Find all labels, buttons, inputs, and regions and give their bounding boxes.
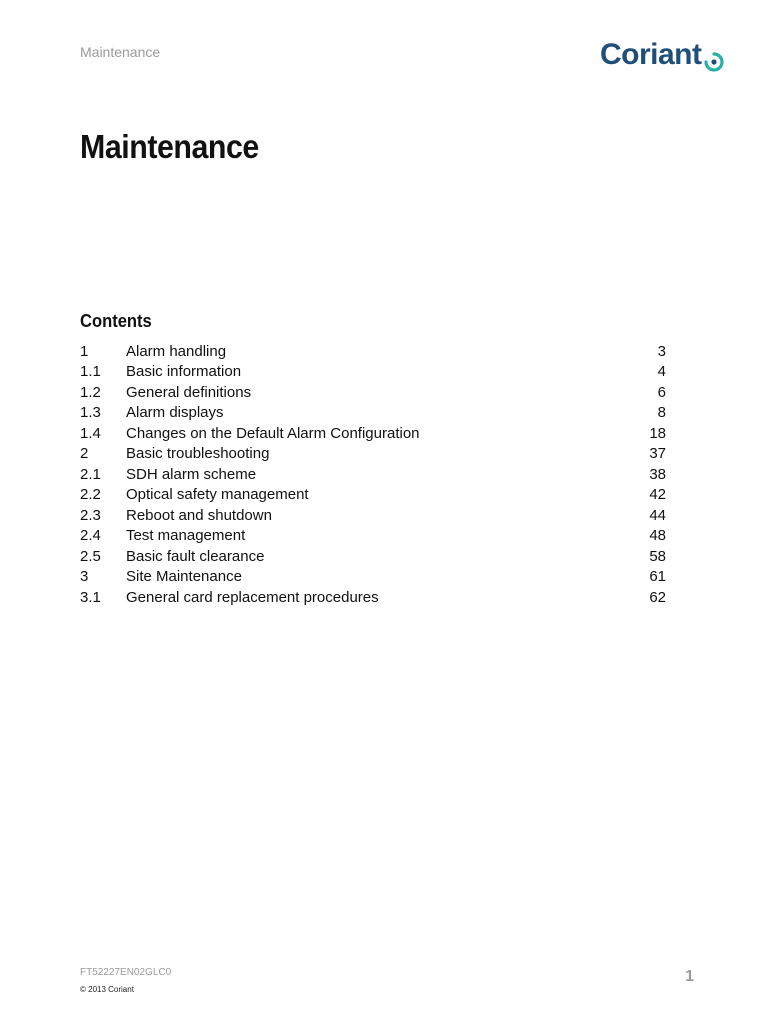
toc-section-title: Alarm displays: [126, 404, 224, 422]
page-number: 1: [685, 968, 694, 985]
toc-section-title: SDH alarm scheme: [126, 465, 257, 483]
table-of-contents: [80, 341, 666, 608]
toc-entry-2-3[interactable]: [80, 505, 666, 526]
contents-heading: Contents: [80, 311, 152, 331]
toc-page-number: 4: [657, 363, 666, 381]
toc-page-number: 42: [649, 486, 666, 504]
toc-section-number: 2: [80, 445, 89, 463]
toc-page-number: 37: [649, 445, 666, 463]
toc-section-number: 2.1: [80, 465, 101, 483]
toc-section-title: Basic troubleshooting: [126, 445, 270, 463]
toc-section-number: 1.4: [80, 424, 101, 442]
toc-entry-1-3[interactable]: [80, 403, 666, 424]
toc-page-number: 61: [649, 568, 666, 586]
running-header: Maintenance: [80, 44, 161, 60]
toc-section-number: 3.1: [80, 588, 101, 606]
toc-section-number: 1.3: [80, 404, 101, 422]
toc-entry-1-2[interactable]: [80, 382, 666, 403]
toc-section-number: 2.3: [80, 506, 101, 524]
toc-section-title: Basic information: [126, 363, 242, 381]
page-title: Maintenance: [80, 128, 259, 165]
coriant-logo: [600, 40, 728, 70]
toc-page-number: 18: [649, 424, 666, 442]
toc-page-number: 44: [649, 506, 666, 524]
toc-page-number: 3: [657, 342, 666, 360]
toc-page-number: 8: [657, 404, 666, 422]
toc-page-number: 38: [649, 465, 666, 483]
toc-page-number: 48: [649, 527, 666, 545]
toc-section-title: Optical safety management: [126, 486, 309, 504]
copyright-notice: © 2013 Coriant: [80, 985, 134, 994]
toc-section-number: 2.2: [80, 486, 101, 504]
toc-entry-2-5[interactable]: [80, 546, 666, 567]
toc-page-number: 58: [649, 547, 666, 565]
document-code: FT52227EN02GLC0: [80, 967, 172, 978]
toc-section-title: General card replacement procedures: [126, 588, 379, 606]
toc-section-number: 2.5: [80, 547, 101, 565]
toc-entry-1-4[interactable]: [80, 423, 666, 444]
toc-section-title: General definitions: [126, 383, 252, 401]
toc-section-title: Site Maintenance: [126, 568, 242, 586]
toc-section-title: Reboot and shutdown: [126, 506, 272, 524]
toc-section-title: Changes on the Default Alarm Configuration: [126, 424, 420, 442]
toc-section-number: 2.4: [80, 527, 101, 545]
toc-entry-2-2[interactable]: [80, 485, 666, 506]
toc-entry-2[interactable]: [80, 444, 666, 465]
toc-entry-1[interactable]: [80, 341, 666, 362]
toc-entry-2-1[interactable]: [80, 464, 666, 485]
toc-entry-2-4[interactable]: [80, 526, 666, 547]
toc-entry-3[interactable]: [80, 567, 666, 588]
toc-section-number: 3: [80, 568, 89, 586]
toc-entry-3-1[interactable]: [80, 587, 666, 608]
toc-page-number: 6: [657, 383, 666, 401]
toc-section-number: 1.2: [80, 383, 101, 401]
toc-section-number: 1: [80, 342, 89, 360]
toc-section-number: 1.1: [80, 363, 101, 381]
logo-text: Coriant: [600, 38, 702, 71]
toc-entry-1-1[interactable]: [80, 362, 666, 383]
toc-section-title: Alarm handling: [126, 342, 227, 360]
logo-swirl-icon: [700, 48, 728, 76]
toc-section-title: Basic fault clearance: [126, 547, 265, 565]
toc-page-number: 62: [649, 588, 666, 606]
toc-section-title: Test management: [126, 527, 246, 545]
